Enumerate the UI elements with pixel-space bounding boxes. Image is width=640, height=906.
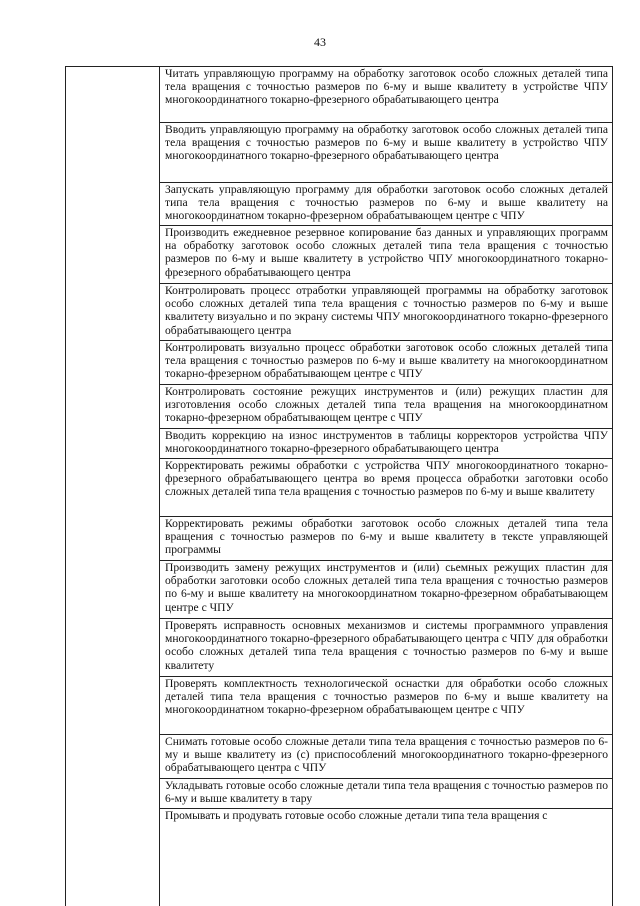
table-row: Запускать управляющую программу для обработки заготовок особо сложных деталей типа тела вращения с точностью размеров по 6-му и выше квалитету на многокоординатном токарно-фрезерном обрабатывающем центре с ЧПУ [160,183,612,226]
table-row: Контролировать визуально процесс обработки заготовок особо сложных деталей типа тела вращения с точностью размеров по 6-му и выше квалитету на многокоординатном токарно-фрезерном обрабатывающем центре с ЧПУ [160,341,612,385]
table-row: Вводить управляющую программу на обработку заготовок особо сложных деталей типа тела вращения с точностью размеров по 6-му и выше квалитету в устройство ЧПУ многокоординатного токарно-фрезерного обрабатывающего центра [160,123,612,183]
table-row: Читать управляющую программу на обработку заготовок особо сложных деталей типа тела вращения с точностью размеров по 6-му и выше квалитету в устройстве ЧПУ многокоординатного токарно-фрезерного обрабатывающего центра [160,67,612,123]
table-row: Снимать готовые особо сложные детали типа тела вращения с точностью размеров по 6-му и выше квалитету из (с) приспособлений многокоординатного токарно-фрезерного обрабатывающего центра с ЧПУ [160,735,612,779]
page-number: 43 [314,35,326,49]
table-row: Производить замену режущих инструментов и (или) сьемных режущих пластин для обработки заготовки особо сложных деталей типа тела вращения с точностью размеров по 6-му и выше квалитету на многокоординатном токарно-фрезерном обрабатывающем центре с ЧПУ [160,561,612,619]
table-row: Корректировать режимы обработки с устройства ЧПУ многокоординатного токарно-фрезерного обрабатывающего центра во время процесса обработки заготовки особо сложных деталей типа тела вращения с точностью размеров по 6-му и выше квалитету [160,459,612,517]
table-row: Проверять комплектность технологической оснастки для обработки особо сложных деталей типа тела вращения с точностью размеров по 6-му и выше квалитету на многокоординатном токарно-фрезерном обрабатывающем центре с ЧПУ [160,677,612,735]
table-row: Вводить коррекцию на износ инструментов в таблицы корректоров устройства ЧПУ многокоординатного токарно-фрезерного обрабатывающего центра [160,429,612,459]
table-row: Корректировать режимы обработки заготовок особо сложных деталей типа тела вращения с точностью размеров по 6-му и выше квалитету в тексте управляющей программы [160,517,612,561]
table-row: Проверять исправность основных механизмов и системы программного управления многокоординатного токарно-фрезерного обрабатывающего центра с ЧПУ для обработки особо сложных деталей типа тела вращения с точностью размеров по 6-му и выше квалитету [160,619,612,677]
actions-column [160,67,612,849]
table-row: Промывать и продувать готовые особо сложные детали типа тела вращения с [165,809,548,822]
actions-table [65,66,613,906]
table-row: Контролировать состояние режущих инструментов и (или) режущих пластин для изготовления особо сложных деталей типа тела вращения на многокоординатном токарно-фрезерном обрабатывающем центре с ЧПУ [160,385,612,429]
table-row: Укладывать готовые особо сложные детали типа тела вращения с точностью размеров по 6-му и выше квалитету в тару [160,779,612,809]
table-row: Производить ежедневное резервное копирование баз данных и управляющих программ на обработку заготовок особо сложных деталей типа тела вращения с точностью размеров по 6-му и выше квалитету в устройство ЧПУ многокоординатного токарно-фрезерного обрабатывающего центра [160,226,612,284]
table-row: Контролировать процесс отработки управляющей программы на обработку заготовок особо сложных деталей типа тела вращения с точностью размеров по 6-му и выше квалитету визуально и по экрану системы ЧПУ многокоординатного токарно-фрезерного обрабатывающего центра [160,284,612,341]
